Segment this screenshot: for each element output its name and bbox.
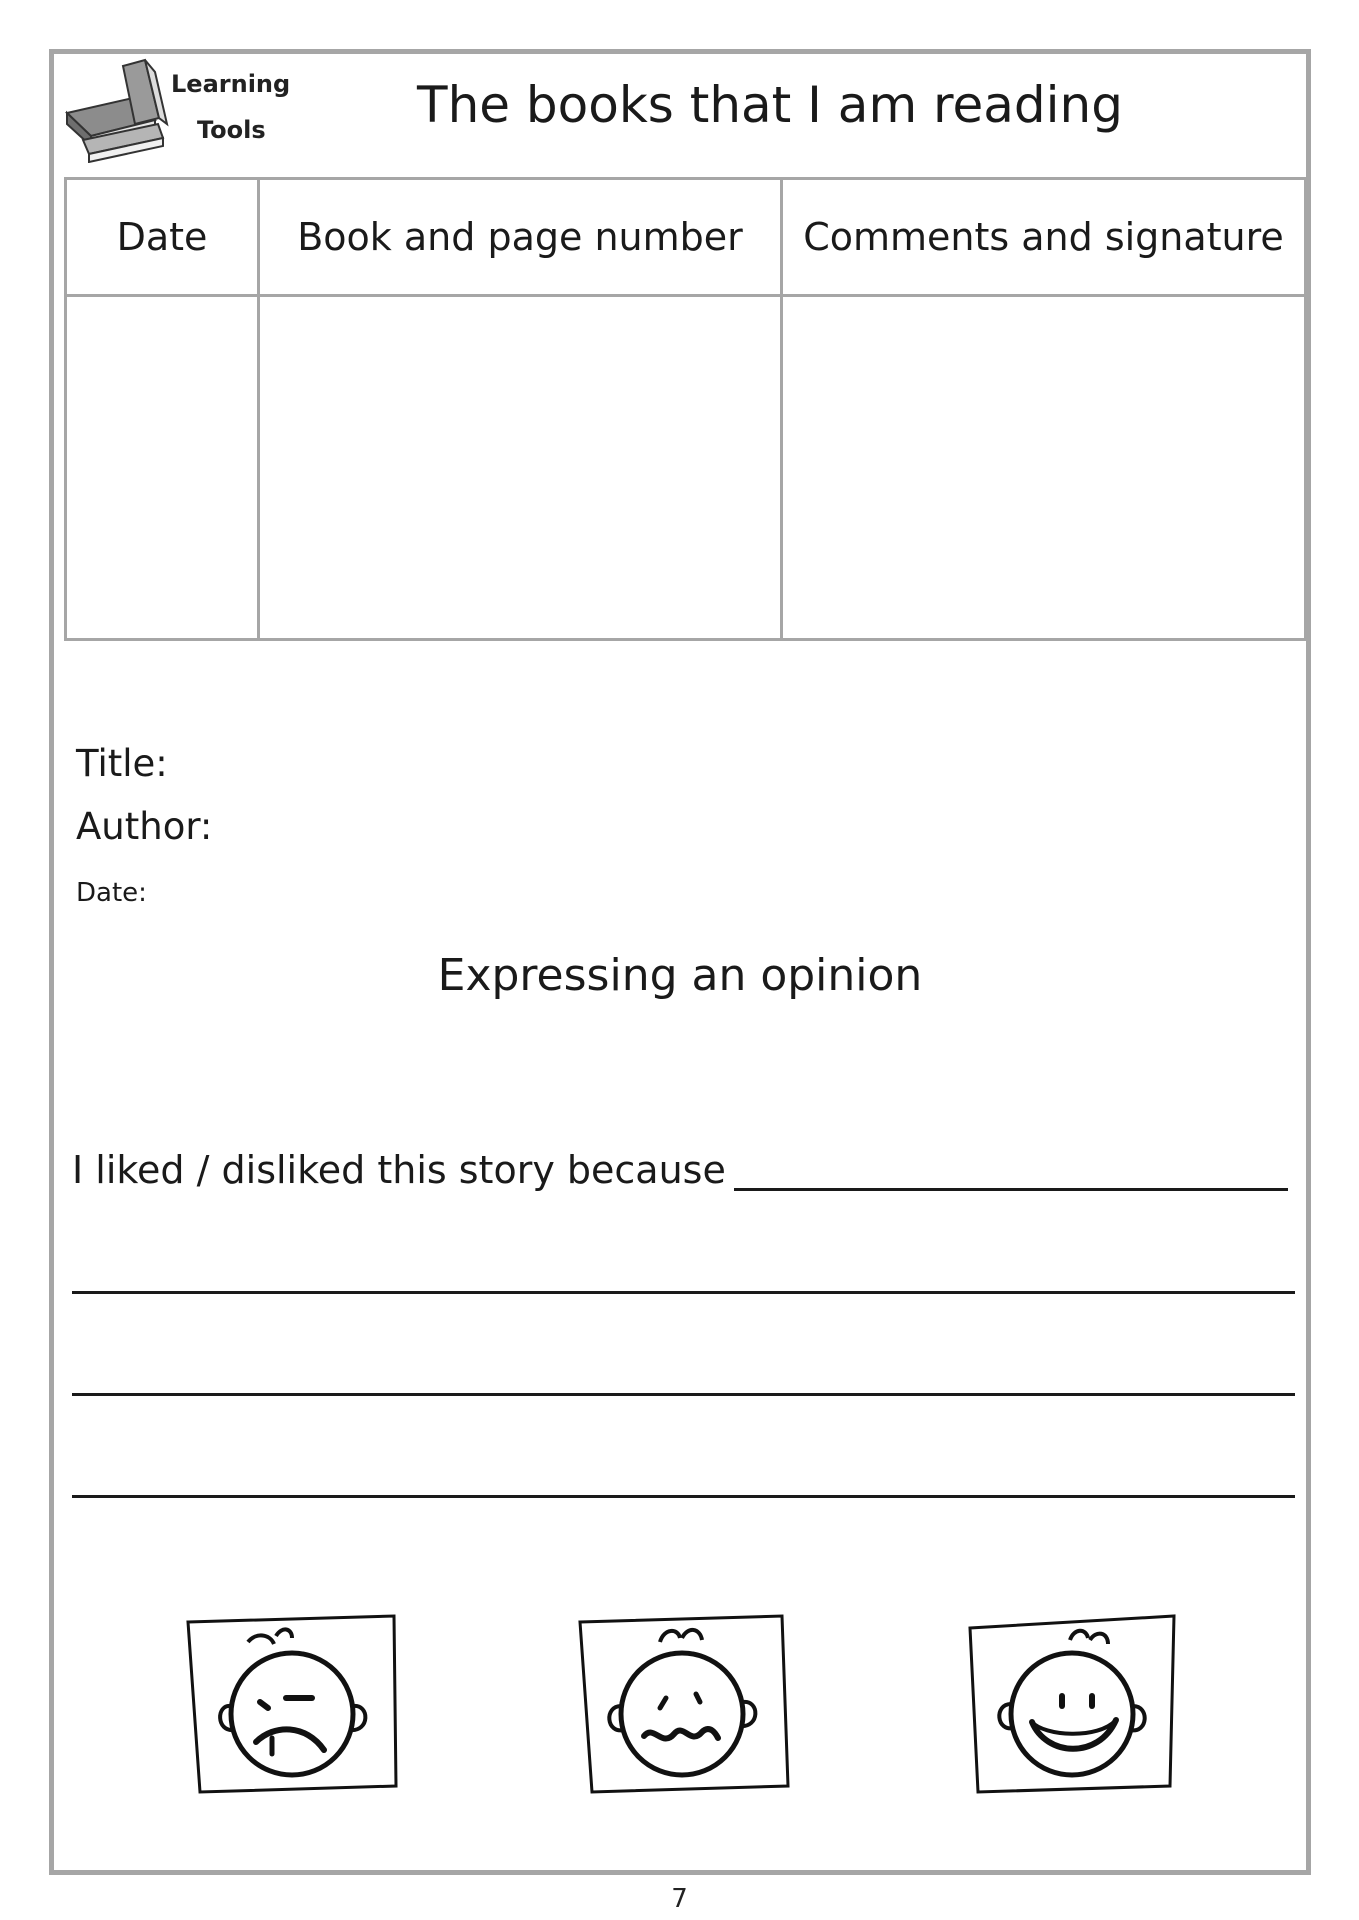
answer-line-3[interactable] (72, 1393, 1295, 1396)
title-label: Title: (76, 742, 168, 785)
author-label: Author: (76, 805, 213, 848)
sad-face-icon[interactable] (186, 1614, 398, 1798)
answer-line-1[interactable] (734, 1188, 1288, 1191)
answer-line-4[interactable] (72, 1495, 1295, 1498)
happy-face-icon[interactable] (966, 1614, 1178, 1798)
comments-cell[interactable] (782, 296, 1306, 640)
table-header-row (66, 179, 1306, 296)
column-header-date: Date (66, 179, 259, 296)
answer-line-2[interactable] (72, 1291, 1295, 1294)
section-heading: Expressing an opinion (437, 950, 923, 1001)
learning-tools-logo (63, 58, 303, 163)
logo-text-tools: Tools (197, 116, 266, 144)
book-cell[interactable] (259, 296, 782, 640)
opinion-prompt: I liked / disliked this story because (72, 1148, 726, 1192)
table-row (66, 296, 1306, 640)
page-title: The books that I am reading (417, 76, 1123, 134)
date-cell[interactable] (66, 296, 259, 640)
books-stack-icon (63, 58, 173, 163)
column-header-comments: Comments and signature (782, 179, 1306, 296)
page-number: 7 (671, 1884, 688, 1914)
date-label: Date: (76, 878, 147, 908)
logo-text-learning: Learning (171, 70, 291, 98)
column-header-book: Book and page number (259, 179, 782, 296)
unsure-face-icon[interactable] (578, 1614, 790, 1798)
reading-log-table (64, 177, 1307, 641)
